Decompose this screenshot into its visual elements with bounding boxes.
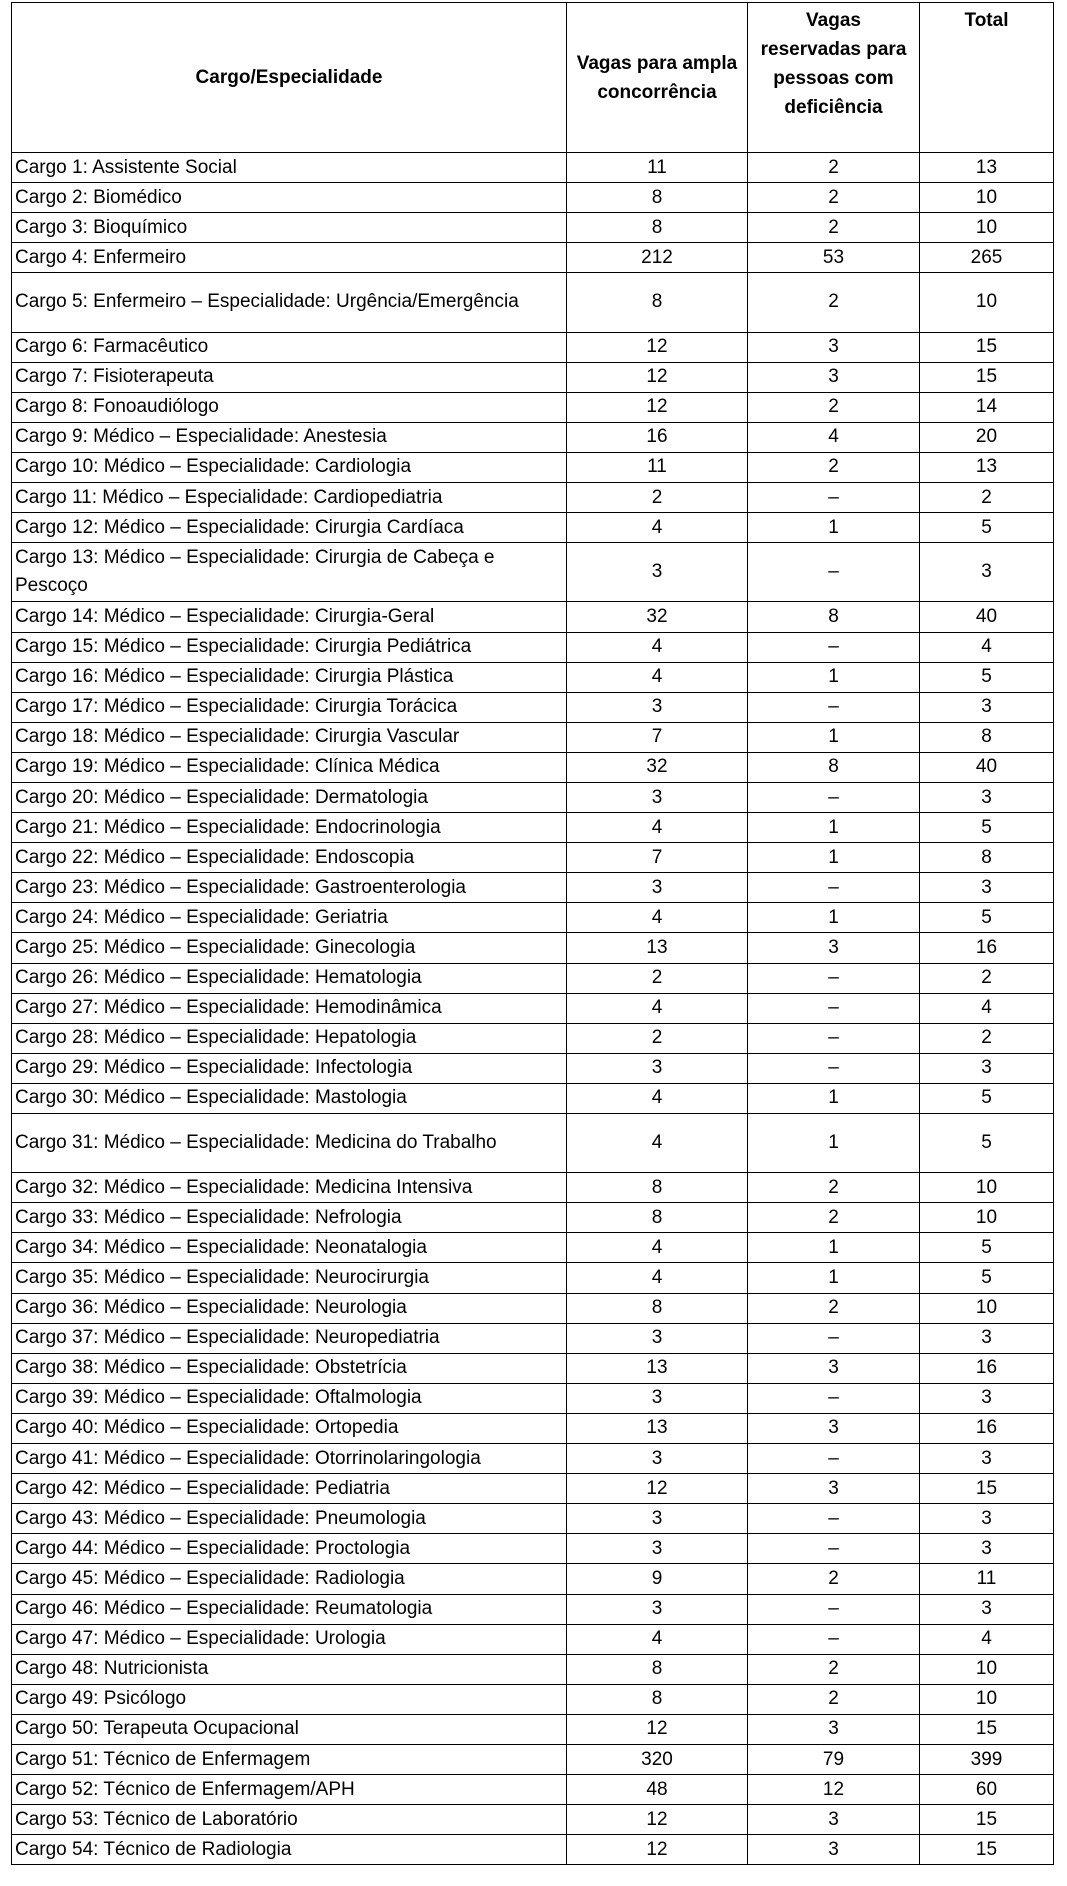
- cell-cargo: Cargo 50: Terapeuta Ocupacional: [12, 1714, 567, 1744]
- cell-ampla: 3: [567, 1594, 748, 1624]
- table-row: [12, 513, 1054, 543]
- cell-ampla: 12: [567, 362, 748, 392]
- cell-ampla: 32: [567, 602, 748, 632]
- header-cargo: Cargo/Especialidade: [12, 3, 567, 153]
- table-row: [12, 273, 1054, 332]
- cell-pcd: 3: [748, 933, 920, 963]
- cell-cargo: Cargo 49: Psicólogo: [12, 1684, 567, 1714]
- cell-ampla: 4: [567, 903, 748, 933]
- cell-pcd: 3: [748, 332, 920, 362]
- cell-total: 10: [920, 183, 1054, 213]
- cell-ampla: 13: [567, 933, 748, 963]
- cell-total: 15: [920, 1805, 1054, 1835]
- table-row: [12, 1805, 1054, 1835]
- cell-ampla: 2: [567, 1023, 748, 1053]
- cell-pcd: 2: [748, 183, 920, 213]
- table-row: [12, 392, 1054, 422]
- cell-cargo: Cargo 34: Médico – Especialidade: Neonatalogia: [12, 1233, 567, 1263]
- cell-cargo: Cargo 38: Médico – Especialidade: Obstetrícia: [12, 1353, 567, 1383]
- cell-ampla: 3: [567, 873, 748, 903]
- cell-cargo: Cargo 7: Fisioterapeuta: [12, 362, 567, 392]
- table-row: [12, 1383, 1054, 1413]
- cell-cargo: Cargo 43: Médico – Especialidade: Pneumologia: [12, 1504, 567, 1534]
- cell-total: 5: [920, 1114, 1054, 1173]
- cell-cargo: Cargo 2: Biomédico: [12, 183, 567, 213]
- cell-ampla: 13: [567, 1353, 748, 1383]
- table-row: [12, 752, 1054, 782]
- cell-ampla: 3: [567, 692, 748, 722]
- cell-pcd: 3: [748, 1805, 920, 1835]
- cell-pcd: 12: [748, 1775, 920, 1805]
- cell-pcd: 1: [748, 903, 920, 933]
- cell-cargo: Cargo 32: Médico – Especialidade: Medicina Intensiva: [12, 1173, 567, 1203]
- cell-total: 5: [920, 513, 1054, 543]
- cell-cargo: Cargo 42: Médico – Especialidade: Pediatria: [12, 1474, 567, 1504]
- cell-total: 265: [920, 243, 1054, 273]
- table-row: [12, 813, 1054, 843]
- cell-ampla: 12: [567, 1714, 748, 1744]
- table-row: [12, 1053, 1054, 1083]
- cell-ampla: 8: [567, 1684, 748, 1714]
- table-row: [12, 1114, 1054, 1173]
- cell-pcd: –: [748, 1534, 920, 1564]
- cell-cargo: Cargo 54: Técnico de Radiologia: [12, 1835, 567, 1865]
- cell-pcd: 2: [748, 1203, 920, 1233]
- table-row: [12, 1444, 1054, 1474]
- table-row: [12, 722, 1054, 752]
- header-total: Total: [920, 3, 1054, 153]
- cell-total: 11: [920, 1564, 1054, 1594]
- cell-pcd: 1: [748, 843, 920, 873]
- cell-pcd: –: [748, 1444, 920, 1474]
- cell-cargo: Cargo 18: Médico – Especialidade: Cirurgia Vascular: [12, 722, 567, 752]
- cell-cargo: Cargo 19: Médico – Especialidade: Clínica Médica: [12, 752, 567, 782]
- cell-pcd: 3: [748, 1474, 920, 1504]
- cell-total: 5: [920, 662, 1054, 692]
- table-row: [12, 483, 1054, 513]
- table-row: [12, 1323, 1054, 1353]
- cell-cargo: Cargo 14: Médico – Especialidade: Cirurgia-Geral: [12, 602, 567, 632]
- table-row: [12, 1594, 1054, 1624]
- cell-pcd: 2: [748, 1173, 920, 1203]
- header-row: [12, 3, 1054, 153]
- cell-total: 4: [920, 632, 1054, 662]
- cell-pcd: 2: [748, 1654, 920, 1684]
- cell-ampla: 13: [567, 1413, 748, 1443]
- cell-pcd: –: [748, 1594, 920, 1624]
- cell-ampla: 4: [567, 513, 748, 543]
- cell-pcd: –: [748, 993, 920, 1023]
- table-row: [12, 782, 1054, 812]
- cell-cargo: Cargo 24: Médico – Especialidade: Geriatria: [12, 903, 567, 933]
- cell-cargo: Cargo 46: Médico – Especialidade: Reumatologia: [12, 1594, 567, 1624]
- cell-ampla: 8: [567, 213, 748, 243]
- cell-ampla: 9: [567, 1564, 748, 1594]
- cell-total: 3: [920, 1594, 1054, 1624]
- cell-pcd: –: [748, 632, 920, 662]
- cell-total: 399: [920, 1744, 1054, 1774]
- cell-total: 10: [920, 1293, 1054, 1323]
- cell-pcd: –: [748, 1023, 920, 1053]
- cell-cargo: Cargo 1: Assistente Social: [12, 153, 567, 183]
- cell-total: 10: [920, 213, 1054, 243]
- cell-pcd: 3: [748, 1413, 920, 1443]
- cell-total: 13: [920, 153, 1054, 183]
- table-body: [12, 153, 1054, 1865]
- cell-pcd: 79: [748, 1744, 920, 1774]
- cell-total: 15: [920, 1714, 1054, 1744]
- cell-total: 60: [920, 1775, 1054, 1805]
- cell-ampla: 3: [567, 1504, 748, 1534]
- cell-pcd: 1: [748, 1233, 920, 1263]
- cell-pcd: 1: [748, 1114, 920, 1173]
- cell-pcd: 2: [748, 1684, 920, 1714]
- table-header: [12, 3, 1054, 153]
- cell-cargo: Cargo 25: Médico – Especialidade: Ginecologia: [12, 933, 567, 963]
- cell-cargo: Cargo 29: Médico – Especialidade: Infectologia: [12, 1053, 567, 1083]
- table-row: [12, 963, 1054, 993]
- cell-cargo: Cargo 16: Médico – Especialidade: Cirurgia Plástica: [12, 662, 567, 692]
- cell-total: 16: [920, 1353, 1054, 1383]
- table-row: [12, 153, 1054, 183]
- cell-ampla: 320: [567, 1744, 748, 1774]
- cell-total: 5: [920, 903, 1054, 933]
- cell-cargo: Cargo 31: Médico – Especialidade: Medicina do Trabalho: [12, 1114, 567, 1173]
- cell-total: 40: [920, 752, 1054, 782]
- cell-cargo: Cargo 35: Médico – Especialidade: Neurocirurgia: [12, 1263, 567, 1293]
- table-row: [12, 1474, 1054, 1504]
- cell-ampla: 8: [567, 183, 748, 213]
- cell-total: 8: [920, 722, 1054, 752]
- cell-total: 10: [920, 1654, 1054, 1684]
- cell-pcd: –: [748, 692, 920, 722]
- table-row: [12, 632, 1054, 662]
- cell-ampla: 7: [567, 722, 748, 752]
- table-row: [12, 1233, 1054, 1263]
- cell-total: 10: [920, 1684, 1054, 1714]
- cell-total: 5: [920, 1263, 1054, 1293]
- cell-pcd: –: [748, 483, 920, 513]
- cell-total: 3: [920, 1053, 1054, 1083]
- cell-cargo: Cargo 11: Médico – Especialidade: Cardiopediatria: [12, 483, 567, 513]
- cell-cargo: Cargo 17: Médico – Especialidade: Cirurgia Torácica: [12, 692, 567, 722]
- cell-pcd: 1: [748, 513, 920, 543]
- cell-cargo: Cargo 22: Médico – Especialidade: Endoscopia: [12, 843, 567, 873]
- cell-total: 10: [920, 1203, 1054, 1233]
- cell-total: 3: [920, 873, 1054, 903]
- cell-cargo: Cargo 33: Médico – Especialidade: Nefrologia: [12, 1203, 567, 1233]
- cell-cargo: Cargo 51: Técnico de Enfermagem: [12, 1744, 567, 1774]
- cell-cargo: Cargo 5: Enfermeiro – Especialidade: Urgência/Emergência: [12, 273, 567, 332]
- cell-total: 3: [920, 1534, 1054, 1564]
- cell-ampla: 8: [567, 1173, 748, 1203]
- cell-ampla: 4: [567, 1263, 748, 1293]
- table-row: [12, 993, 1054, 1023]
- table-row: [12, 1504, 1054, 1534]
- cell-total: 13: [920, 452, 1054, 482]
- table-row: [12, 1534, 1054, 1564]
- table-row: [12, 1173, 1054, 1203]
- cell-total: 3: [920, 1323, 1054, 1353]
- cell-pcd: –: [748, 1383, 920, 1413]
- table-row: [12, 362, 1054, 392]
- table-row: [12, 903, 1054, 933]
- cell-ampla: 16: [567, 422, 748, 452]
- table-row: [12, 843, 1054, 873]
- table-row: [12, 422, 1054, 452]
- cell-ampla: 11: [567, 452, 748, 482]
- cell-cargo: Cargo 52: Técnico de Enfermagem/APH: [12, 1775, 567, 1805]
- cell-ampla: 4: [567, 1083, 748, 1113]
- cell-ampla: 3: [567, 1383, 748, 1413]
- cell-pcd: 8: [748, 752, 920, 782]
- cell-cargo: Cargo 27: Médico – Especialidade: Hemodinâmica: [12, 993, 567, 1023]
- cell-pcd: –: [748, 1053, 920, 1083]
- table-row: [12, 933, 1054, 963]
- cell-cargo: Cargo 23: Médico – Especialidade: Gastroenterologia: [12, 873, 567, 903]
- cell-pcd: 2: [748, 153, 920, 183]
- cell-total: 3: [920, 692, 1054, 722]
- cell-cargo: Cargo 8: Fonoaudiólogo: [12, 392, 567, 422]
- cell-total: 20: [920, 422, 1054, 452]
- cell-total: 2: [920, 963, 1054, 993]
- cell-pcd: –: [748, 1323, 920, 1353]
- cell-cargo: Cargo 53: Técnico de Laboratório: [12, 1805, 567, 1835]
- table-row: [12, 692, 1054, 722]
- table-row: [12, 332, 1054, 362]
- cell-total: 4: [920, 993, 1054, 1023]
- cell-ampla: 3: [567, 782, 748, 812]
- cell-total: 2: [920, 483, 1054, 513]
- cell-pcd: 8: [748, 602, 920, 632]
- cell-cargo: Cargo 44: Médico – Especialidade: Proctologia: [12, 1534, 567, 1564]
- cell-total: 15: [920, 1835, 1054, 1865]
- cell-ampla: 32: [567, 752, 748, 782]
- cell-ampla: 3: [567, 1053, 748, 1083]
- table-row: [12, 543, 1054, 602]
- table-row: [12, 1203, 1054, 1233]
- cell-pcd: 1: [748, 1083, 920, 1113]
- cell-total: 3: [920, 1504, 1054, 1534]
- cell-ampla: 3: [567, 1534, 748, 1564]
- table-row: [12, 1564, 1054, 1594]
- cell-total: 10: [920, 1173, 1054, 1203]
- cell-pcd: 4: [748, 422, 920, 452]
- cell-ampla: 12: [567, 392, 748, 422]
- cell-total: 16: [920, 933, 1054, 963]
- cell-ampla: 8: [567, 273, 748, 332]
- cell-pcd: 2: [748, 213, 920, 243]
- cell-ampla: 12: [567, 332, 748, 362]
- cell-cargo: Cargo 40: Médico – Especialidade: Ortopedia: [12, 1413, 567, 1443]
- cell-total: 16: [920, 1413, 1054, 1443]
- table-row: [12, 243, 1054, 273]
- cell-ampla: 4: [567, 813, 748, 843]
- cell-ampla: 3: [567, 1323, 748, 1353]
- cell-total: 3: [920, 543, 1054, 602]
- table-row: [12, 183, 1054, 213]
- cell-pcd: 3: [748, 362, 920, 392]
- cell-total: 3: [920, 1383, 1054, 1413]
- cell-cargo: Cargo 39: Médico – Especialidade: Oftalmologia: [12, 1383, 567, 1413]
- cell-pcd: –: [748, 1624, 920, 1654]
- table-row: [12, 1413, 1054, 1443]
- cell-total: 15: [920, 1474, 1054, 1504]
- cell-pcd: –: [748, 873, 920, 903]
- cell-ampla: 8: [567, 1203, 748, 1233]
- cell-total: 8: [920, 843, 1054, 873]
- cell-pcd: 3: [748, 1353, 920, 1383]
- cell-cargo: Cargo 9: Médico – Especialidade: Anestesia: [12, 422, 567, 452]
- cell-cargo: Cargo 26: Médico – Especialidade: Hematologia: [12, 963, 567, 993]
- cell-total: 5: [920, 1083, 1054, 1113]
- cell-cargo: Cargo 15: Médico – Especialidade: Cirurgia Pediátrica: [12, 632, 567, 662]
- cell-ampla: 12: [567, 1805, 748, 1835]
- cell-cargo: Cargo 4: Enfermeiro: [12, 243, 567, 273]
- cell-ampla: 8: [567, 1293, 748, 1323]
- table-row: [12, 1654, 1054, 1684]
- table-row: [12, 662, 1054, 692]
- cell-total: 15: [920, 362, 1054, 392]
- table-row: [12, 1714, 1054, 1744]
- cell-total: 40: [920, 602, 1054, 632]
- cell-cargo: Cargo 13: Médico – Especialidade: Cirurgia de Cabeça e Pescoço: [12, 543, 567, 602]
- vacancies-table: [11, 2, 1054, 1865]
- cell-pcd: 2: [748, 452, 920, 482]
- cell-ampla: 8: [567, 1654, 748, 1684]
- table-row: [12, 1023, 1054, 1053]
- table-row: [12, 1263, 1054, 1293]
- table-row: [12, 1744, 1054, 1774]
- cell-total: 5: [920, 1233, 1054, 1263]
- cell-cargo: Cargo 28: Médico – Especialidade: Hepatologia: [12, 1023, 567, 1053]
- cell-cargo: Cargo 12: Médico – Especialidade: Cirurgia Cardíaca: [12, 513, 567, 543]
- cell-total: 3: [920, 1444, 1054, 1474]
- cell-ampla: 48: [567, 1775, 748, 1805]
- cell-cargo: Cargo 3: Bioquímico: [12, 213, 567, 243]
- cell-ampla: 4: [567, 993, 748, 1023]
- cell-ampla: 12: [567, 1835, 748, 1865]
- table-row: [12, 1624, 1054, 1654]
- cell-total: 3: [920, 782, 1054, 812]
- cell-cargo: Cargo 47: Médico – Especialidade: Urologia: [12, 1624, 567, 1654]
- cell-pcd: –: [748, 963, 920, 993]
- cell-ampla: 4: [567, 1114, 748, 1173]
- table-row: [12, 1835, 1054, 1865]
- header-pcd: Vagas reservadas para pessoas com deficiência: [748, 3, 920, 153]
- cell-cargo: Cargo 21: Médico – Especialidade: Endocrinologia: [12, 813, 567, 843]
- header-ampla: Vagas para ampla concorrência: [567, 3, 748, 153]
- cell-ampla: 2: [567, 963, 748, 993]
- cell-pcd: 3: [748, 1714, 920, 1744]
- cell-pcd: 1: [748, 722, 920, 752]
- cell-ampla: 3: [567, 1444, 748, 1474]
- table-row: [12, 1775, 1054, 1805]
- cell-pcd: 2: [748, 1293, 920, 1323]
- table-row: [12, 213, 1054, 243]
- cell-ampla: 212: [567, 243, 748, 273]
- cell-total: 10: [920, 273, 1054, 332]
- table-row: [12, 452, 1054, 482]
- cell-total: 14: [920, 392, 1054, 422]
- cell-cargo: Cargo 20: Médico – Especialidade: Dermatologia: [12, 782, 567, 812]
- cell-total: 15: [920, 332, 1054, 362]
- cell-pcd: 3: [748, 1835, 920, 1865]
- cell-pcd: 1: [748, 1263, 920, 1293]
- cell-cargo: Cargo 36: Médico – Especialidade: Neurologia: [12, 1293, 567, 1323]
- cell-total: 5: [920, 813, 1054, 843]
- cell-cargo: Cargo 41: Médico – Especialidade: Otorrinolaringologia: [12, 1444, 567, 1474]
- cell-pcd: –: [748, 543, 920, 602]
- cell-ampla: 3: [567, 543, 748, 602]
- cell-ampla: 11: [567, 153, 748, 183]
- cell-pcd: 1: [748, 813, 920, 843]
- cell-pcd: 53: [748, 243, 920, 273]
- cell-ampla: 2: [567, 483, 748, 513]
- cell-cargo: Cargo 30: Médico – Especialidade: Mastologia: [12, 1083, 567, 1113]
- cell-pcd: –: [748, 1504, 920, 1534]
- cell-cargo: Cargo 45: Médico – Especialidade: Radiologia: [12, 1564, 567, 1594]
- cell-pcd: –: [748, 782, 920, 812]
- cell-cargo: Cargo 6: Farmacêutico: [12, 332, 567, 362]
- cell-pcd: 1: [748, 662, 920, 692]
- table-row: [12, 1353, 1054, 1383]
- table-row: [12, 602, 1054, 632]
- table-row: [12, 873, 1054, 903]
- cell-ampla: 4: [567, 632, 748, 662]
- cell-cargo: Cargo 37: Médico – Especialidade: Neuropediatria: [12, 1323, 567, 1353]
- cell-cargo: Cargo 10: Médico – Especialidade: Cardiologia: [12, 452, 567, 482]
- cell-pcd: 2: [748, 392, 920, 422]
- table-row: [12, 1293, 1054, 1323]
- cell-cargo: Cargo 48: Nutricionista: [12, 1654, 567, 1684]
- cell-ampla: 4: [567, 1233, 748, 1263]
- cell-total: 2: [920, 1023, 1054, 1053]
- table-row: [12, 1684, 1054, 1714]
- cell-ampla: 4: [567, 662, 748, 692]
- cell-total: 4: [920, 1624, 1054, 1654]
- cell-ampla: 7: [567, 843, 748, 873]
- cell-pcd: 2: [748, 1564, 920, 1594]
- cell-ampla: 4: [567, 1624, 748, 1654]
- cell-pcd: 2: [748, 273, 920, 332]
- table-row: [12, 1083, 1054, 1113]
- cell-ampla: 12: [567, 1474, 748, 1504]
